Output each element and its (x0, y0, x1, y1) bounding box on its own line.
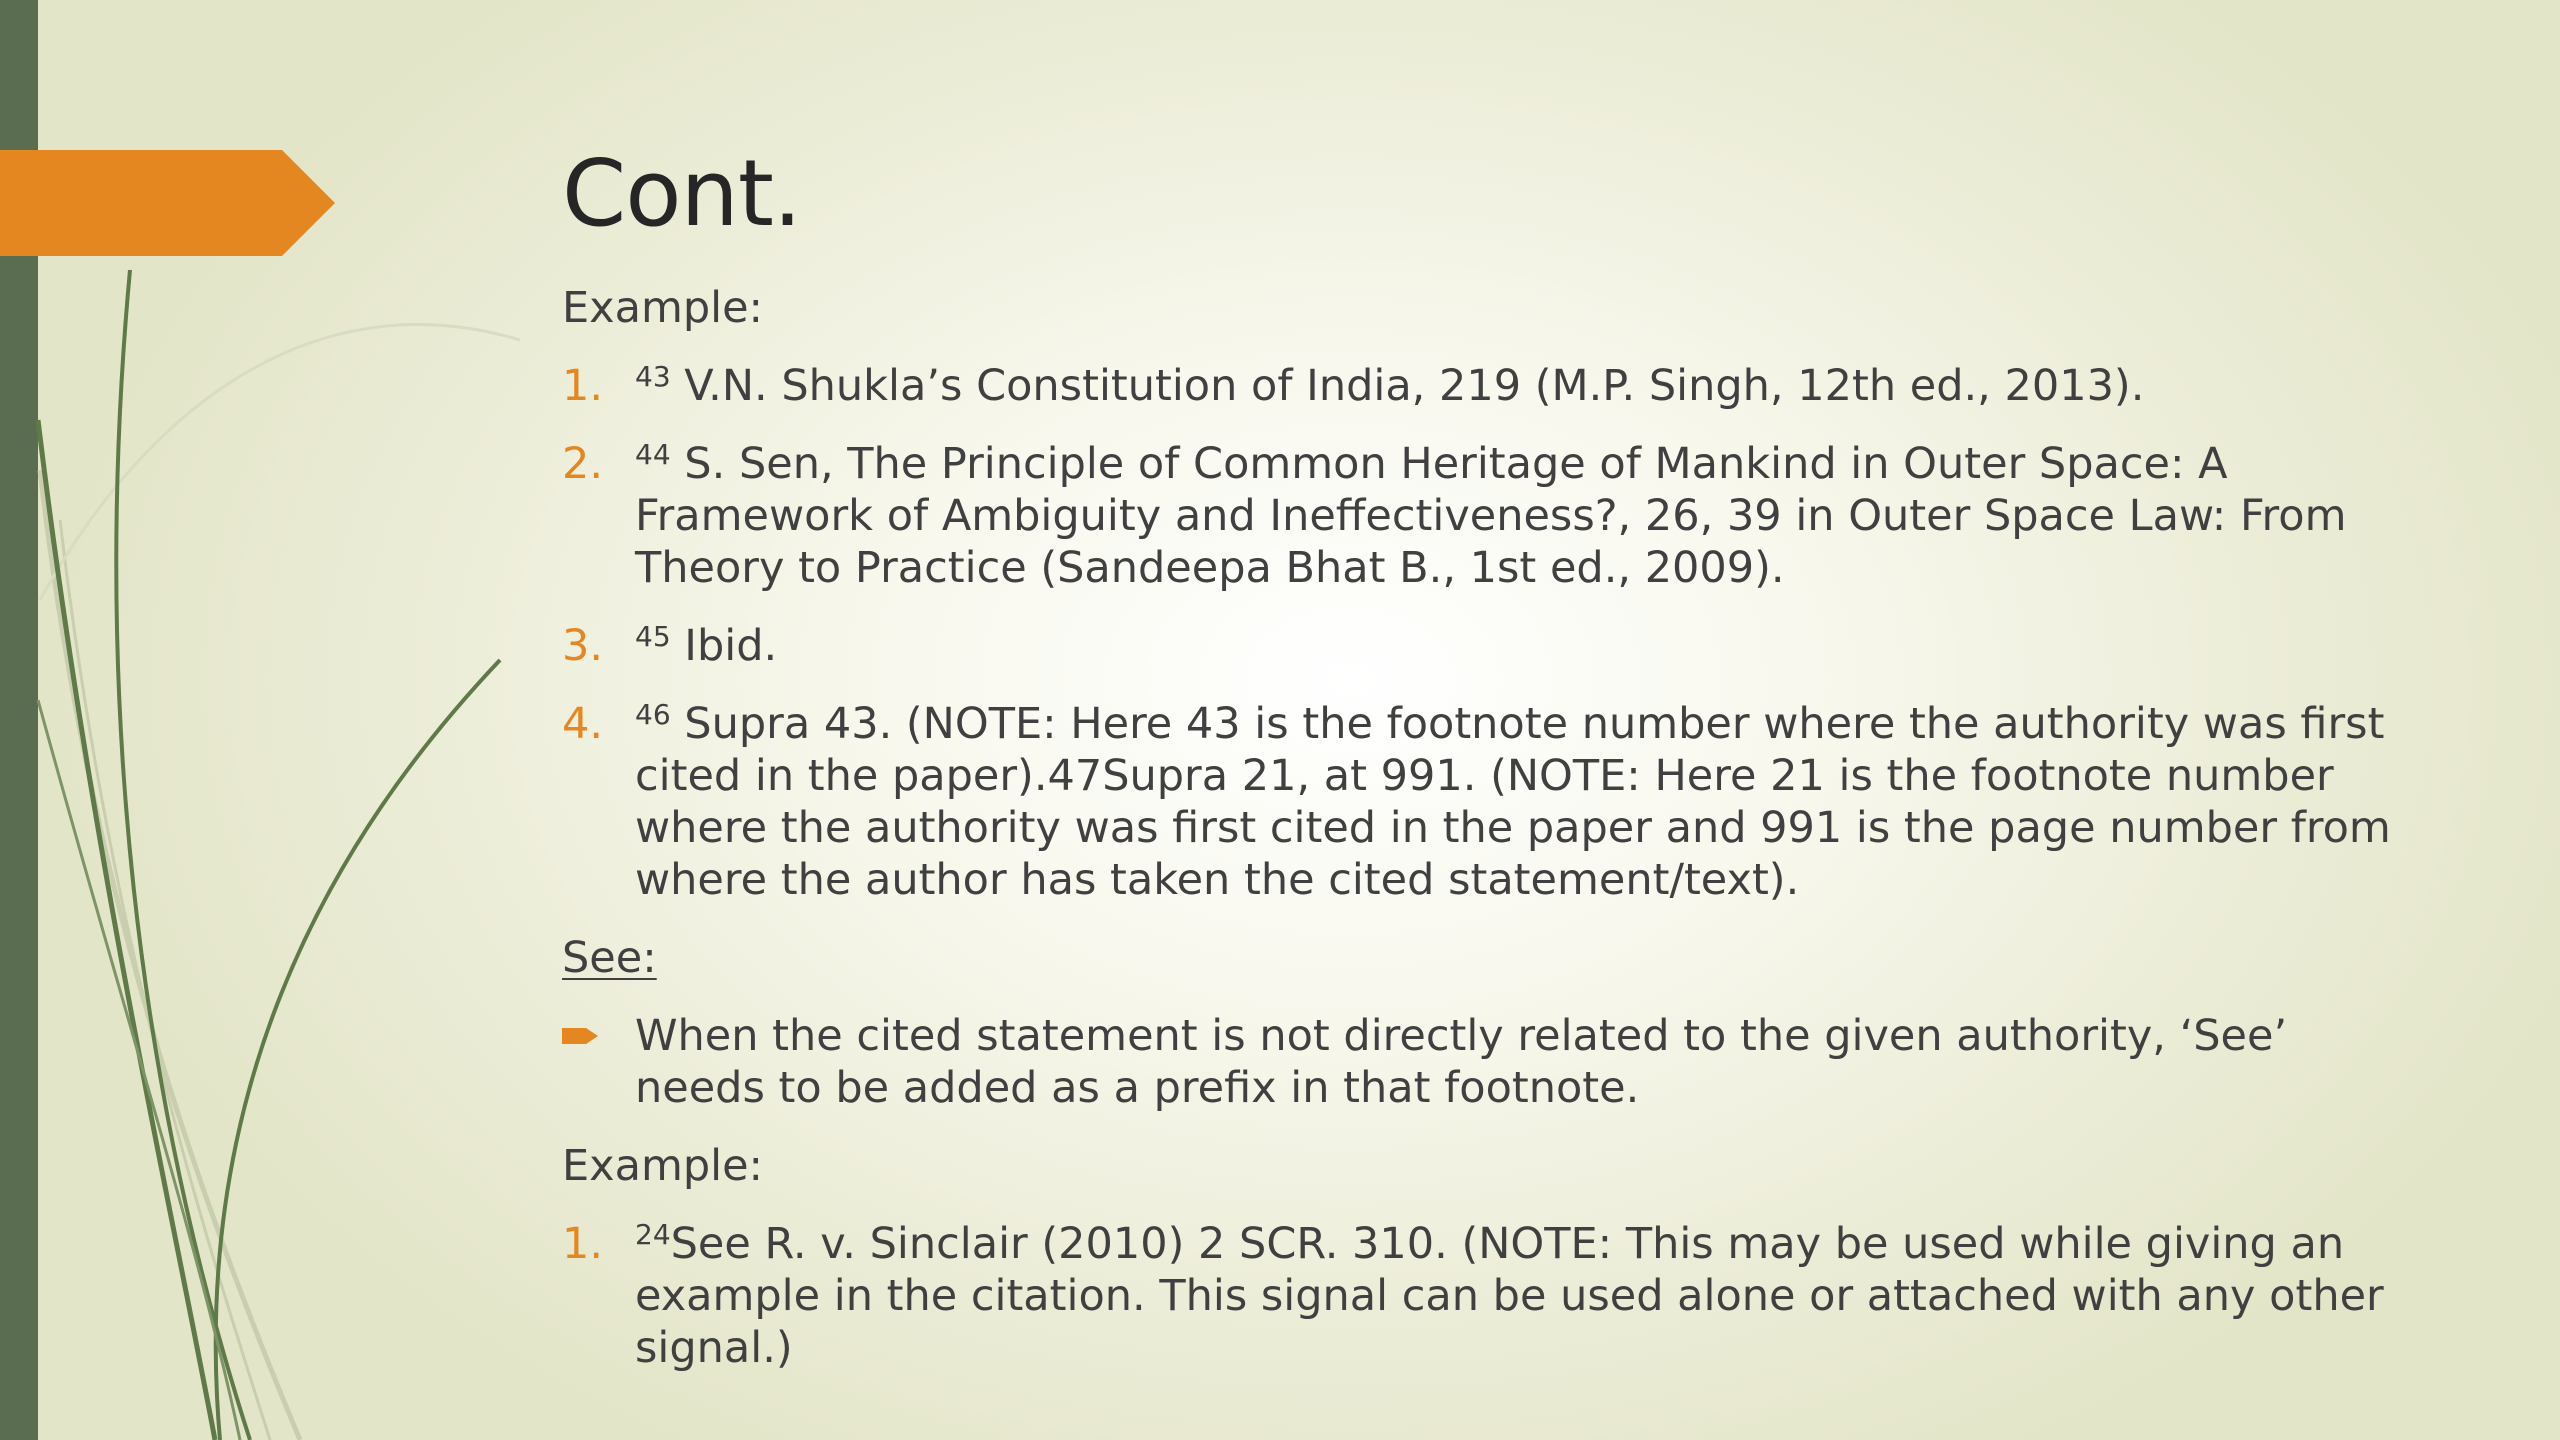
orange-arrow-banner (0, 0, 340, 260)
list-number: 3. (562, 621, 604, 671)
slide-content (562, 282, 2412, 1400)
list-number: 1. (562, 361, 604, 411)
example-heading-1: Example: (562, 283, 764, 333)
footnote-superscript: 46 (635, 698, 671, 731)
list-item (562, 698, 2412, 906)
slide-title: Cont. (562, 140, 802, 247)
footnote-superscript: 43 (635, 360, 671, 393)
arrow-bullet-icon (562, 1024, 602, 1048)
footnote-superscript: 45 (635, 620, 671, 653)
footnote-superscript: 44 (635, 438, 671, 471)
list-number: 1. (562, 1219, 604, 1269)
list-item-text: S. Sen, The Principle of Common Heritage of Mankind in Outer Space: A Framework of Ambiguity and Ineffectiveness?, 26, 39 in Outer Space Law: From Theory to Practice (Sandeepa Bhat B., 1st ed., 2009). (635, 439, 2347, 593)
list-item (562, 1010, 2412, 1114)
list-item (562, 1218, 2412, 1374)
list-item-text: Ibid. (670, 621, 778, 671)
list-number: 4. (562, 699, 604, 749)
list-number: 2. (562, 439, 604, 489)
footnote-superscript: 24 (635, 1218, 671, 1251)
list-item-text: See R. v. Sinclair (2010) 2 SCR. 310. (NOTE: This may be used while giving an example in the citation. This signal can be used alone or attached with any other signal.) (635, 1219, 2384, 1373)
bullet-text: When the cited statement is not directly related to the given authority, ‘See’ needs to be added as a prefix in that footnote. (635, 1011, 2288, 1113)
list-item (562, 438, 2412, 594)
footnote-examples-list (562, 360, 2412, 906)
list-item-text: V.N. Shukla’s Constitution of India, 219 (M.P. Singh, 12th ed., 2013). (670, 361, 2145, 411)
list-item (562, 620, 2412, 672)
list-item (562, 360, 2412, 412)
see-examples-list (562, 1218, 2412, 1374)
see-heading: See: (562, 933, 657, 983)
example-heading-2: Example: (562, 1141, 764, 1191)
see-bullet-list (562, 1010, 2412, 1114)
list-item-text: Supra 43. (NOTE: Here 43 is the footnote number where the authority was first cited in the paper).47Supra 21, at 991. (NOTE: Here 21 is the footnote number where the authority was first cited in the paper and 991 is the page number from where the author has taken the cited statement/text). (635, 699, 2391, 905)
